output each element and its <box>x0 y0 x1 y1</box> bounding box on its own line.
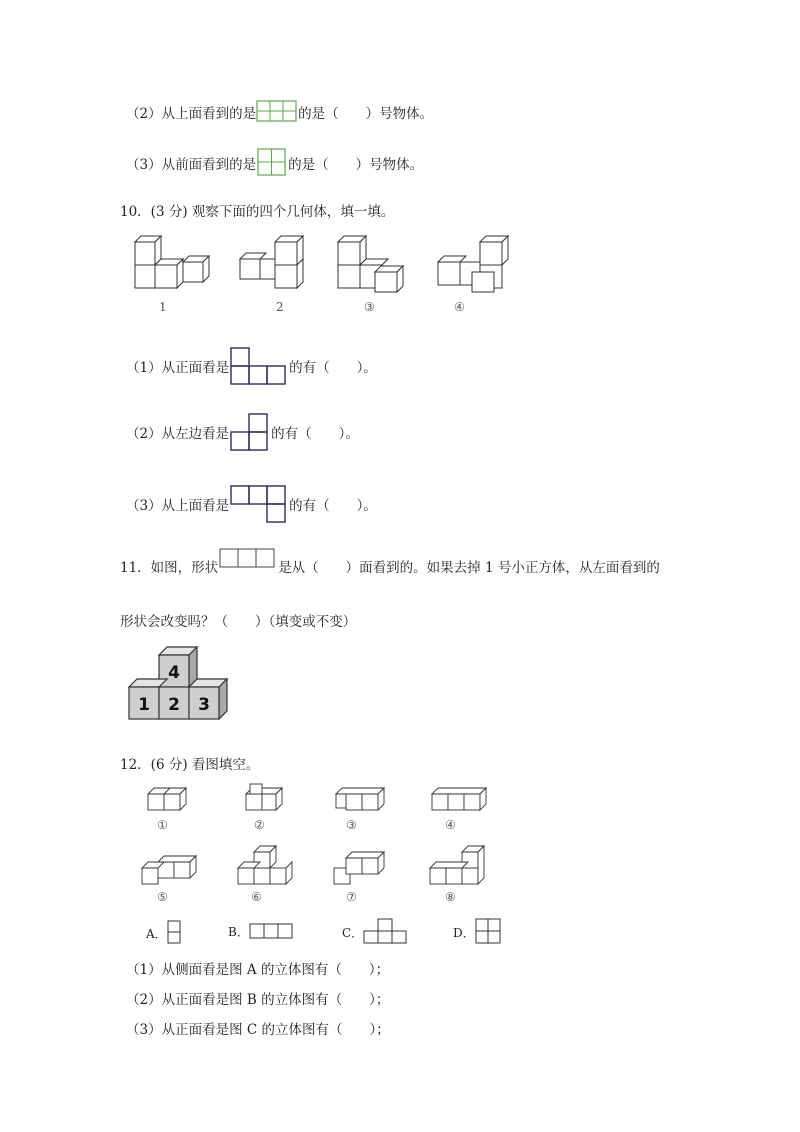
q12-part1: （1）从侧面看是图 A 的立体图有（ ）； <box>126 962 390 978</box>
top-view-grid-icon <box>256 100 298 124</box>
q11-line2: 形状会改变吗？（ ）（填变或不变） <box>120 614 357 630</box>
q10-part3 <box>126 484 377 524</box>
q12-label-6: ⑥ <box>251 890 262 904</box>
q11-post: 是从（ ）面看到的。如果去掉 1 号小正方体，从左面看到的 <box>278 560 660 576</box>
q12-part3: （3）从正面看是图 C 的立体图有（ ）； <box>126 1022 390 1038</box>
option-a-label: A． <box>146 926 167 941</box>
q10-p3-num: （3） <box>126 498 162 514</box>
q10-p3-post: 的有（ ）。 <box>289 498 377 514</box>
q12-solids-figure <box>138 778 498 898</box>
option-d-shape-icon <box>475 918 503 946</box>
q9-p3-post: 的是（ ）号物体。 <box>288 157 424 173</box>
front-view-grid-icon <box>256 148 288 178</box>
cube-label-1: 1 <box>138 695 150 715</box>
option-d-label: D． <box>453 925 475 940</box>
q12-label-2: ② <box>254 818 265 832</box>
q11-pre: 11．如图，形状 <box>120 560 219 576</box>
q12-solid-1 <box>148 788 186 810</box>
three-square-shape-icon <box>218 547 278 571</box>
q9-part2 <box>126 100 433 124</box>
option-c <box>342 918 409 946</box>
q12-solid-8 <box>430 846 484 884</box>
q12-part2: （2）从正面看是图 B 的立体图有（ ）； <box>126 992 390 1008</box>
option-c-label: C． <box>342 925 364 940</box>
q10-p1-pre: 从正面看是 <box>161 360 230 376</box>
q9-p2-num: （2） <box>126 106 162 122</box>
q12-label-7: ⑦ <box>346 890 357 904</box>
q10-label-3: ③ <box>364 300 375 314</box>
left-view-shape-icon <box>229 412 271 452</box>
option-a-shape-icon <box>167 920 183 946</box>
q12-solid-3 <box>336 788 384 810</box>
option-b <box>228 922 295 940</box>
solid-3 <box>338 236 403 292</box>
q12-label-8: ⑧ <box>445 890 456 904</box>
q12-solid-7 <box>334 852 384 884</box>
q12-title: 12．(6 分) 看图填空。 <box>120 757 260 773</box>
q10-p2-post: 的有（ ）。 <box>271 426 359 442</box>
cube-label-3: 3 <box>198 695 210 715</box>
option-d <box>453 918 503 946</box>
option-b-label: B． <box>228 924 249 939</box>
q9-p2-pre: 从上面看到的是 <box>161 106 257 122</box>
q12-label-3: ③ <box>346 818 357 832</box>
q12-label-5: ⑤ <box>157 890 168 904</box>
q10-p3-pre: 从上面看是 <box>161 498 230 514</box>
q10-p1-num: （1） <box>126 360 162 376</box>
top-view-shape-icon <box>229 484 289 524</box>
q9-p3-num: （3） <box>126 157 162 173</box>
cube-label-2: 2 <box>168 695 180 715</box>
q12-solid-6 <box>238 846 292 884</box>
q10-p2-pre: 从左边看是 <box>161 426 230 442</box>
q10-p2-num: （2） <box>126 426 162 442</box>
solid-4 <box>438 236 508 292</box>
q12-solid-4 <box>432 788 486 810</box>
q10-title: 10．(3 分) 观察下面的四个几何体，填一填。 <box>120 204 395 220</box>
solid-1 <box>135 236 209 288</box>
q10-p1-post: 的有（ ）。 <box>289 360 377 376</box>
front-view-l-shape-icon <box>229 346 289 386</box>
q9-p2-post: 的是（ ）号物体。 <box>298 106 434 122</box>
option-c-shape-icon <box>363 918 409 946</box>
q10-label-2: 2 <box>276 300 284 314</box>
option-b-shape-icon <box>249 922 295 940</box>
q10-part1 <box>126 346 377 386</box>
q11-numbered-cubes <box>127 645 237 725</box>
solid-2 <box>240 236 303 288</box>
q9-part3 <box>126 148 423 178</box>
q10-label-1: 1 <box>159 300 167 314</box>
q11-line1 <box>120 556 660 576</box>
q10-label-4: ④ <box>454 300 465 314</box>
q12-label-1: ① <box>157 818 168 832</box>
q10-part2 <box>126 412 359 452</box>
q12-solid-5 <box>142 856 196 884</box>
q10-solids-figure <box>125 232 525 302</box>
option-a <box>146 920 183 946</box>
q9-p3-pre: 从前面看到的是 <box>161 157 257 173</box>
q12-label-4: ④ <box>445 818 456 832</box>
cube-label-4: 4 <box>168 663 180 683</box>
q12-solid-2 <box>246 784 282 810</box>
